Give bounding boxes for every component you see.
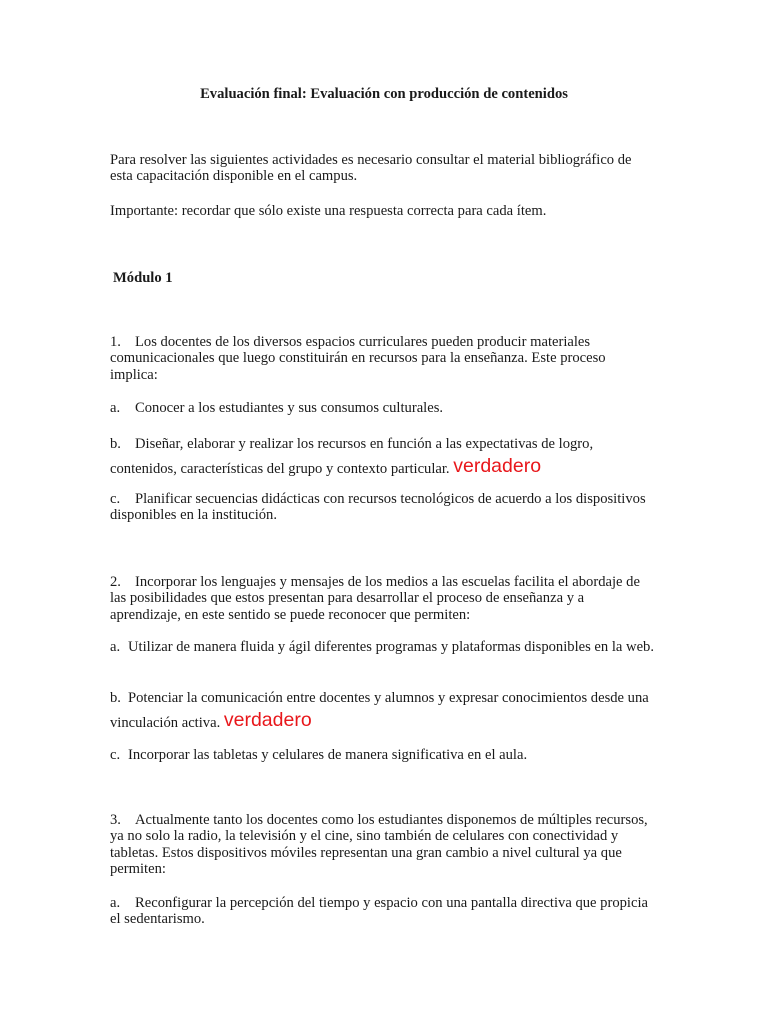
answer-mark-verdadero: verdadero (223, 709, 312, 731)
q1-option-a (110, 400, 655, 416)
option-letter: c. (110, 747, 121, 763)
option-text: Potenciar la comunicación entre docentes y alumnos y expresar conocimientos desde una vinculación activa. (110, 690, 649, 731)
important-note: Importante: recordar que sólo existe una respuesta correcta para cada ítem. (110, 203, 547, 219)
question-number: 2. (110, 574, 121, 590)
q1-option-c (110, 491, 655, 524)
q2-option-b (110, 687, 655, 735)
intro-paragraph: Para resolver las siguientes actividades es necesario consultar el material bibliográfico de esta capacitación disponible en el campus. (110, 152, 632, 185)
option-letter: b. (110, 690, 121, 706)
option-letter: a. (110, 400, 121, 416)
question-number: 1. (110, 334, 121, 350)
question-number: 3. (110, 812, 121, 828)
option-letter: a. (110, 639, 121, 655)
option-text: Reconfigurar la percepción del tiempo y espacio con una pantalla directiva que propicia el sedentarismo. (110, 895, 648, 928)
document-title: Evaluación final: Evaluación con producción de contenidos (200, 86, 568, 102)
module-heading: Módulo 1 (113, 270, 173, 286)
option-letter: a. (110, 895, 121, 911)
question-text: Los docentes de los diversos espacios curriculares pueden producir materiales comunicacionales que luego constituirán en recursos para la enseñanza. Este proceso implica: (110, 334, 606, 383)
q3-option-a (110, 895, 655, 928)
option-text: Incorporar las tabletas y celulares de manera significativa en el aula. (128, 747, 528, 763)
answer-mark-verdadero: verdadero (453, 455, 542, 477)
q2-option-c (110, 747, 655, 763)
option-letter: b. (110, 436, 121, 452)
q1-option-b (110, 433, 655, 481)
question-2 (110, 574, 655, 623)
question-3 (110, 812, 655, 878)
question-text: Incorporar los lenguajes y mensajes de los medios a las escuelas facilita el abordaje de las posibilidades que estos presentan para desarrollar el proceso de enseñanza y a aprendizaje, en este sentido se puede reconocer que permiten: (110, 574, 640, 623)
option-text: Conocer a los estudiantes y sus consumos culturales. (135, 400, 444, 416)
option-letter: c. (110, 491, 121, 507)
option-text: Utilizar de manera fluida y ágil diferentes programas y plataformas disponibles en la web. (128, 639, 655, 655)
question-1 (110, 334, 655, 383)
option-text: Planificar secuencias didácticas con recursos tecnológicos de acuerdo a los dispositivos disponibles en la institución. (110, 491, 646, 524)
option-text: Diseñar, elaborar y realizar los recursos en función a las expectativas de logro, contenidos, características del grupo y contexto particular. (110, 436, 594, 477)
q2-option-a (110, 639, 655, 655)
question-text: Actualmente tanto los docentes como los estudiantes disponemos de múltiples recursos, ya no solo la radio, la televisión y el cine, sino también de celulares con conectividad y tabletas. Estos dispositivos móviles representan una gran cambio a nivel cultural ya que permiten: (110, 812, 648, 878)
